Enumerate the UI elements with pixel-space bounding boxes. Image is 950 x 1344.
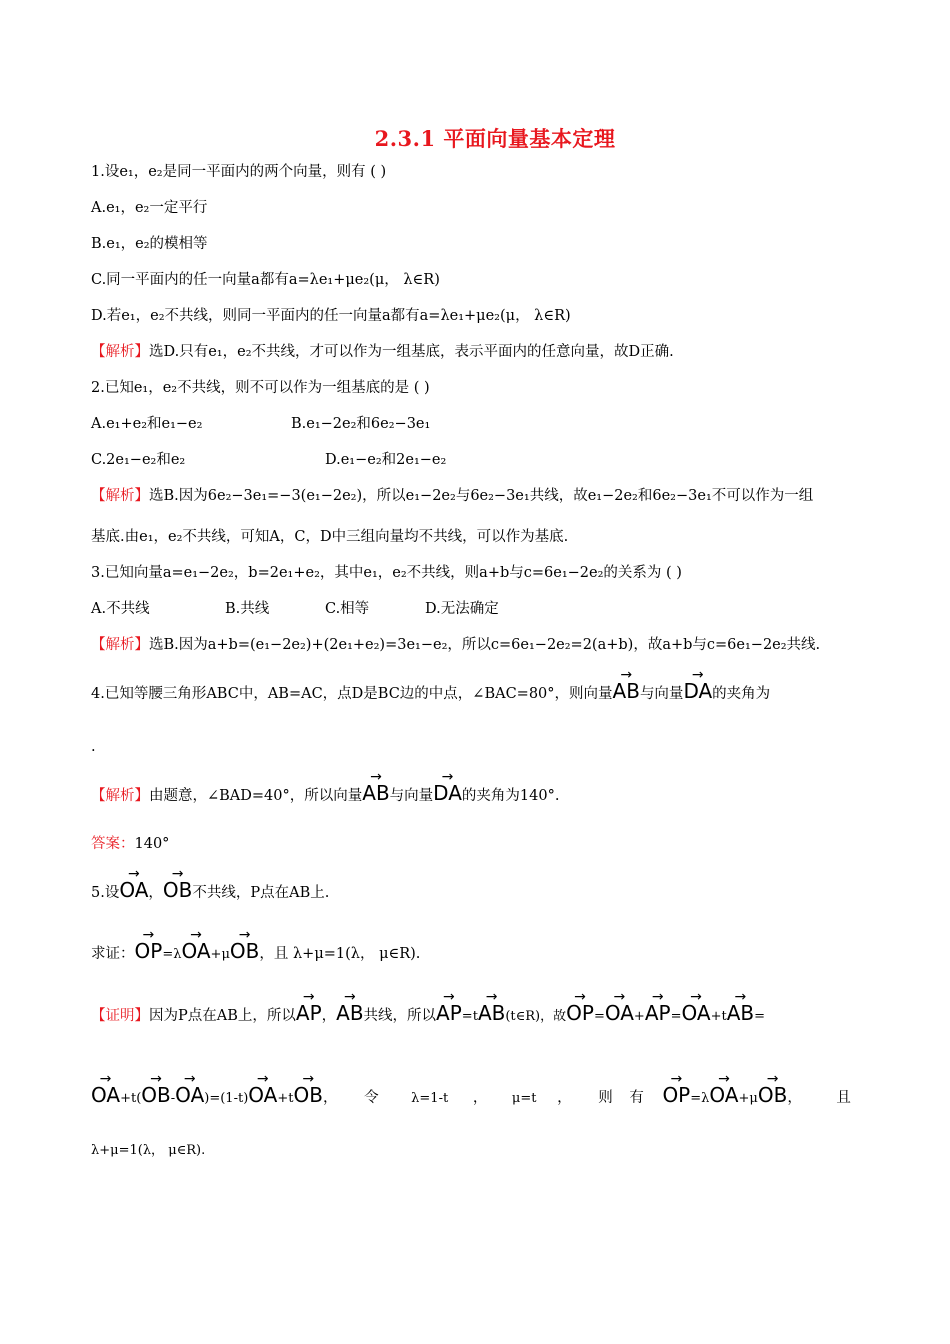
- t-coef: t: [288, 1091, 294, 1106]
- vector-oa: → OA: [248, 1085, 277, 1105]
- q2-analysis-cont: 基底.由e₁，e₂不共线，可知A，C，D中三组向量均不共线，可以作为基底.: [91, 529, 569, 545]
- q4-analysis-text: 由题意，∠BAD=40°，所以向量: [149, 788, 363, 804]
- q1-analysis: [91, 342, 674, 362]
- vector-ob: → OB: [141, 1085, 170, 1105]
- vector-op: → OP: [135, 941, 163, 961]
- lambda: λ: [173, 947, 182, 962]
- analysis-tag: 【解析】: [91, 344, 149, 360]
- q2-analysis-text: 选B.因为6e₂−3e₁=−3(e₁−2e₂)，所以e₁−2e₂与6e₂−3e₁共线，故e₁−2e₂和6e₂−3e₁不可以作为一组: [149, 488, 814, 504]
- plus-sign: +: [210, 947, 222, 962]
- vector-da: → DA: [683, 681, 712, 701]
- q1-option-d: D.若e₁，e₂不共线，则同一平面内的任一向量a都有a=λe₁+μe₂(μ， λ∈R): [91, 308, 571, 324]
- q2-stem: 2.已知e₁，e₂不共线，则不可以作为一组基底的是 ( ): [91, 380, 430, 396]
- vector-oa: → OA: [119, 880, 148, 900]
- vector-oa: → OA: [681, 1003, 710, 1023]
- q4-stem: [91, 681, 770, 704]
- paren-open: (: [136, 1091, 142, 1106]
- q3-option-c: C.相等: [325, 601, 370, 617]
- proof-ze: 则: [598, 1090, 613, 1106]
- q3-stem: 3.已知向量a=e₁−2e₂，b=2e₁+e₂，其中e₁，e₂不共线，则a+b与c=6e₁−2e₂的关系为 ( ): [91, 565, 682, 581]
- q2-option-b: B.e₁−2e₂和6e₂−3e₁: [291, 416, 431, 432]
- q5-proof-line1: [91, 1003, 765, 1027]
- proof-you: 有: [629, 1090, 644, 1106]
- vector-da: → DA: [433, 783, 462, 803]
- vector-op: → OP: [566, 1003, 594, 1023]
- proof-text: 因为P点在AB上，所以: [149, 1008, 296, 1024]
- t-coef: t: [472, 1009, 478, 1024]
- q3-option-b: B.共线: [225, 601, 270, 617]
- vector-ab: → AB: [362, 783, 389, 803]
- vector-ob: → OB: [163, 880, 192, 900]
- vector-ob: → OB: [293, 1085, 322, 1105]
- vector-oa: → OA: [91, 1085, 120, 1105]
- q2-option-c: C.2e₁−e₂和e₂: [91, 452, 186, 468]
- q5-prove: [91, 941, 420, 965]
- q3-option-a: A.不共线: [91, 601, 150, 617]
- q4-blank-dot: .: [91, 739, 96, 755]
- plus-sign: +: [277, 1091, 289, 1106]
- answer-tag: 答案：: [91, 836, 135, 852]
- q2-option-a: A.e₁+e₂和e₁−e₂: [91, 416, 203, 432]
- q1-stem: 1.设e₁，e₂是同一平面内的两个向量，则有 ( ): [91, 164, 387, 180]
- q4-analysis: [91, 783, 559, 806]
- vector-ap: → AP: [645, 1003, 671, 1023]
- minus-sign: -: [170, 1091, 176, 1106]
- q3-analysis: [91, 635, 820, 655]
- vector-oa: → OA: [175, 1085, 204, 1105]
- vector-oa: → OA: [181, 941, 210, 961]
- q1-analysis-text: 选D.只有e₁，e₂不共线，才可以作为一组基底，表示平面内的任意向量，故D正确.: [149, 344, 674, 360]
- proof-comma: ，: [787, 1090, 802, 1106]
- eq-sign: =: [754, 1009, 766, 1024]
- proof-text-3: (t∈R)，故: [505, 1009, 567, 1024]
- proof-comma: ，: [472, 1090, 488, 1106]
- q5-proof-line2: [91, 1085, 851, 1109]
- analysis-tag: 【解析】: [91, 788, 149, 804]
- vector-ab: → AB: [336, 1003, 363, 1023]
- eq-sign: =: [670, 1009, 682, 1024]
- q5-proof-line3: λ+μ=1(λ， μ∈R).: [91, 1143, 206, 1158]
- plus-sign: +: [633, 1009, 645, 1024]
- q5-stem: [91, 880, 329, 903]
- q4-stem-text-2: 与向量: [639, 686, 684, 702]
- q1-option-b: B.e₁，e₂的模相等: [91, 236, 208, 252]
- q3-analysis-text: 选B.因为a+b=(e₁−2e₂)+(2e₁+e₂)=3e₁−e₂，所以c=6e₁−2e₂=2(a+b)，故a+b与c=6e₁−2e₂共线.: [149, 637, 821, 653]
- plus-sign: +: [738, 1091, 750, 1106]
- q5-prove-label: 求证：: [91, 946, 135, 962]
- q4-stem-text-3: 的夹角为: [712, 686, 771, 702]
- analysis-tag: 【解析】: [91, 637, 149, 653]
- vector-ab: → AB: [613, 681, 640, 701]
- page-title: 2.3.1 平面向量基本定理: [374, 126, 616, 151]
- q1-option-c: C.同一平面内的任一向量a都有a=λe₁+μe₂(μ， λ∈R): [91, 272, 440, 288]
- proof-qie: 且: [836, 1090, 851, 1106]
- eq-sign: =: [593, 1009, 605, 1024]
- vector-ob: → OB: [230, 941, 259, 961]
- plus-sign: +: [120, 1091, 131, 1106]
- q4-analysis-text-3: 的夹角为140°.: [461, 788, 560, 804]
- proof-lambda-eq: λ=1-t: [411, 1091, 449, 1106]
- q2-analysis: [91, 486, 813, 506]
- q4-answer: [91, 834, 169, 854]
- paren-close: ): [204, 1091, 210, 1106]
- vector-ab: → AB: [727, 1003, 754, 1023]
- q5-stem-text: 5.设: [91, 885, 120, 901]
- t-coef: t: [721, 1009, 727, 1024]
- proof-ling: 令: [364, 1090, 379, 1106]
- proof-text-2: 共线，所以: [363, 1008, 437, 1024]
- q1-option-a: A.e₁，e₂一定平行: [91, 200, 208, 216]
- proof-comma: ，: [322, 1090, 338, 1106]
- vector-oa: → OA: [605, 1003, 634, 1023]
- t-coef: t: [130, 1091, 137, 1106]
- vector-ob: → OB: [758, 1085, 787, 1105]
- q5-stem-text-2: 不共线，P点在AB上.: [192, 885, 330, 901]
- mu: μ: [749, 1091, 758, 1106]
- vector-ap: → AP: [296, 1003, 322, 1023]
- q4-stem-text: 4.已知等腰三角形ABC中，AB=AC，点D是BC边的中点，∠BAC=80°，则向量: [91, 686, 613, 702]
- q2-option-d: D.e₁−e₂和2e₁−e₂: [325, 452, 447, 468]
- mu: μ: [221, 947, 230, 962]
- analysis-tag: 【解析】: [91, 488, 149, 504]
- proof-comma: ，: [557, 1090, 572, 1106]
- plus-sign: +: [710, 1009, 722, 1024]
- eq-sign: =: [162, 947, 174, 962]
- proof-mu-eq: μ=t: [511, 1091, 537, 1106]
- eq-sign: =: [461, 1009, 473, 1024]
- q3-option-d: D.无法确定: [425, 601, 499, 617]
- lambda: λ: [701, 1091, 710, 1106]
- proof-comma: ，: [321, 1008, 337, 1024]
- eq-sign: =: [209, 1091, 221, 1106]
- one-minus-t: (1-t): [220, 1091, 249, 1106]
- q4-answer-value: 140°: [134, 836, 170, 852]
- q5-prove-condition: ，且 λ+μ=1(λ， μ∈R).: [259, 946, 421, 962]
- vector-ap: → AP: [436, 1003, 462, 1023]
- q5-comma: ，: [148, 885, 163, 901]
- proof-tag: 【证明】: [91, 1008, 149, 1024]
- q4-analysis-text-2: 与向量: [389, 788, 434, 804]
- vector-op: → OP: [662, 1085, 690, 1105]
- vector-oa: → OA: [709, 1085, 738, 1105]
- eq-sign: =: [690, 1091, 702, 1106]
- vector-ab: → AB: [478, 1003, 505, 1023]
